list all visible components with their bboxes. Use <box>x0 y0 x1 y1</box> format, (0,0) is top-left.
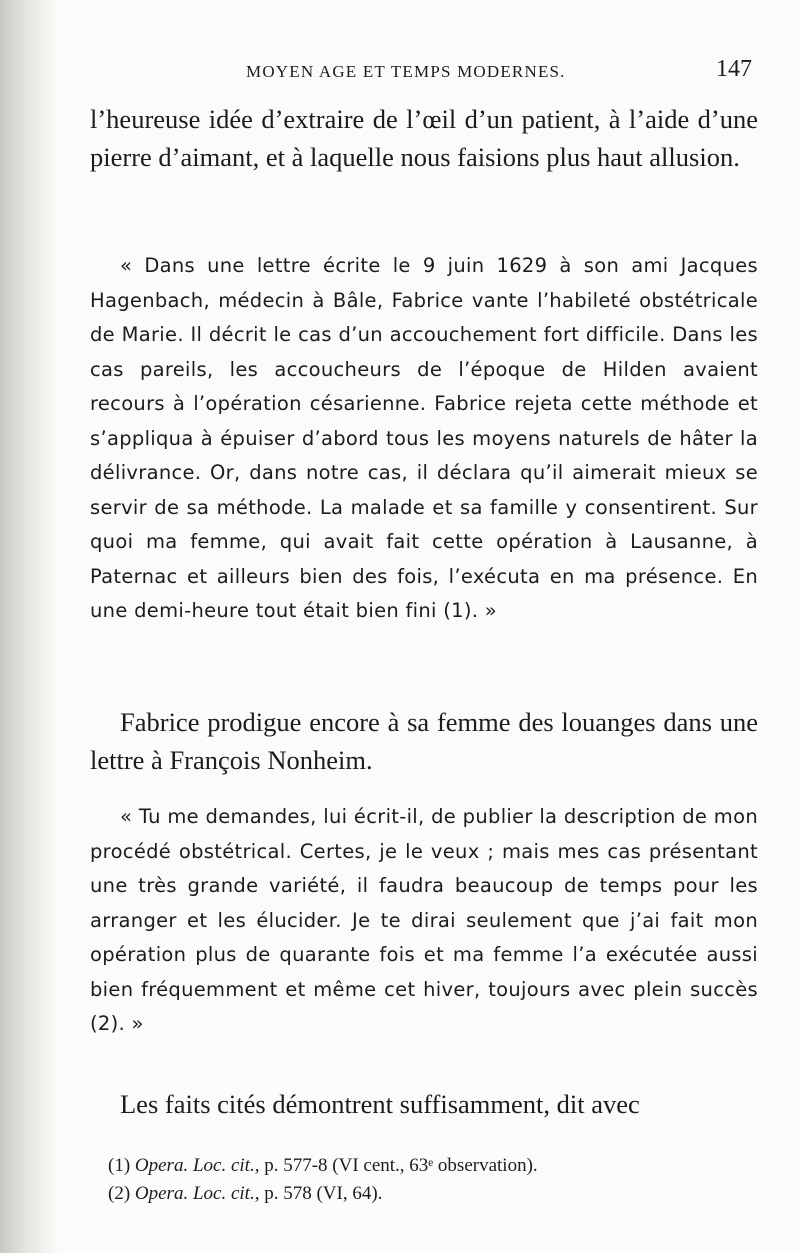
page-header <box>90 56 758 86</box>
binding-shadow <box>0 0 58 1253</box>
footnotes <box>108 1152 758 1208</box>
footnote-reference: p. 578 (VI, 64). <box>264 1183 383 1204</box>
footnote-marker: (2) <box>108 1183 131 1204</box>
paragraph-nonheim-letter: Fabrice prodigue encore à sa femme des louanges dans une lettre à François Nonheim. <box>90 707 758 775</box>
footnote-2 <box>108 1180 758 1208</box>
quotation-letter-nonheim: « Tu me demandes, lui écrit-il, de publier la description de mon procédé obstétrical. Certes, je le veux ; mais mes cas présentant une très grande variété, il faudra beaucoup de temps pour les arranger et les élucider. Je te dirai seulement que j’ai fait mon opération plus de quarante fois et ma femme l’a exécutée aussi bien fréquemment et même cet hiver, toujours avec plein succès (2). » <box>90 805 758 1035</box>
quotation-letter-hagenbach: « Dans une lettre écrite le 9 juin 1629 à son ami Jacques Hagenbach, médecin à Bâle, Fabrice vante l’habileté obstétricale de Marie. Il décrit le cas d’un accouchement fort difficile. Dans les cas pareils, les accoucheurs de l’époque de Hilden avaient recours à l’opération césarienne. Fabrice rejeta cette méthode et s’appliqua à épuiser d’abord tous les moyens naturels de hâter la délivrance. Or, dans notre cas, il déclara qu’il aimerait mieux se servir de sa méthode. La malade et sa famille y consentirent. Sur quoi ma femme, qui avait fait cette opération à Lausanne, à Paternac et ailleurs bien des fois, l’exécuta en ma présence. En une demi-heure tout était bien fini (1). » <box>90 254 758 622</box>
footnote-1 <box>108 1152 758 1180</box>
running-title: MOYEN AGE ET TEMPS MODERNES. <box>246 62 566 81</box>
paragraph-conclusion: Les faits cités démontrent suffisamment, dit avec <box>120 1089 640 1119</box>
footnote-work-title: Opera. Loc. cit., <box>134 1183 260 1204</box>
page-number: 147 <box>716 56 752 82</box>
footnote-work-title: Opera. Loc. cit., <box>134 1155 260 1176</box>
footnote-marker: (1) <box>108 1155 131 1176</box>
footnote-reference: p. 577-8 (VI cent., 63ᵉ observation). <box>264 1155 538 1176</box>
paragraph-continued: l’heureuse idée d’extraire de l’œil d’un patient, à l’aide d’une pierre d’aimant, et à laquelle nous faisions plus haut allusion. <box>90 104 758 172</box>
